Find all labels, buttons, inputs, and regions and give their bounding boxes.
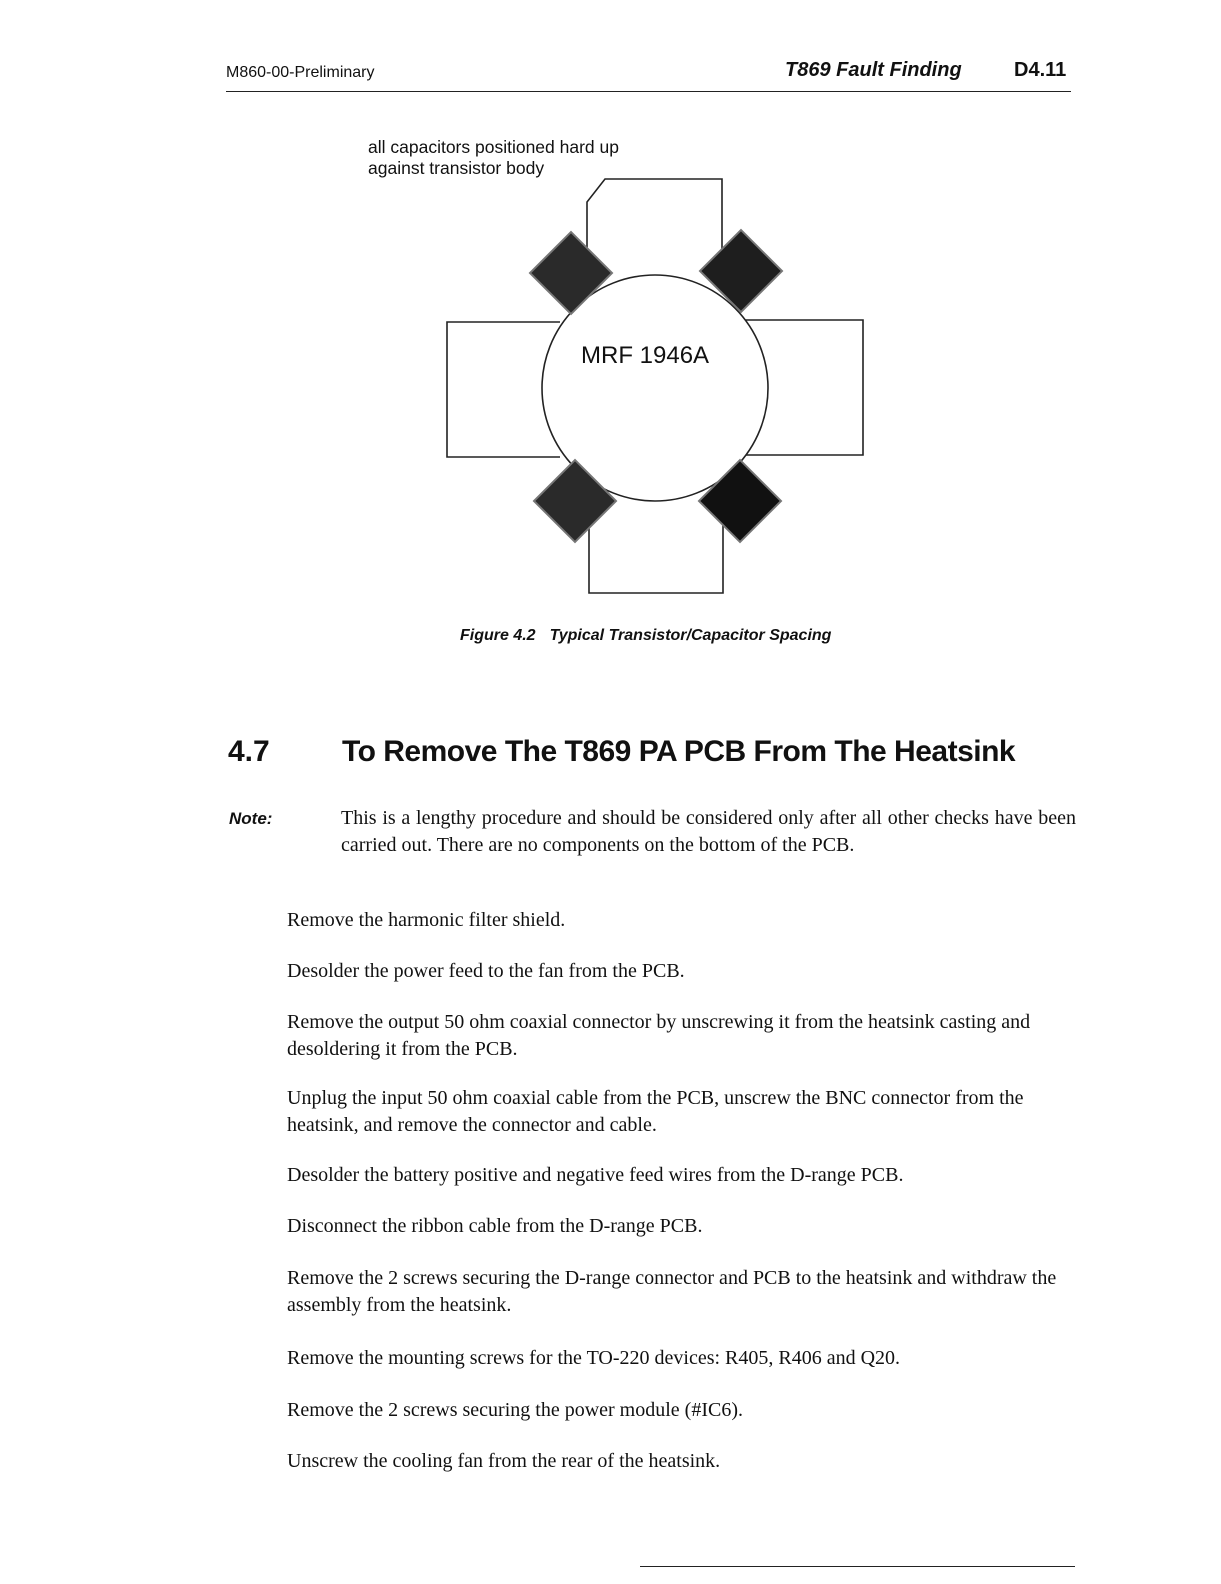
procedure-step-1: Remove the harmonic filter shield. <box>287 909 566 931</box>
page-number: D4.11 <box>1014 59 1067 81</box>
document-id: M860-00-Preliminary <box>226 64 375 81</box>
transistor-part-label: MRF 1946A <box>581 342 710 369</box>
note-text: This is a lengthy procedure and should be considered only after all other checks have been carried out. There are no components on the bottom of the PCB. <box>341 807 1076 856</box>
figure-caption <box>460 627 831 645</box>
procedure-step-9: Remove the 2 screws securing the power module (#IC6). <box>287 1399 743 1421</box>
section-number: 4.7 <box>228 735 270 768</box>
figure-number: Figure 4.2 <box>460 627 536 644</box>
annotation-line-2: against transistor body <box>368 158 545 178</box>
running-section-title: T869 Fault Finding <box>785 59 962 81</box>
procedure-step-8: Remove the mounting screws for the TO-220 devices: R405, R406 and Q20. <box>287 1347 901 1369</box>
footer-rule <box>640 1566 1075 1567</box>
figure-annotation <box>368 137 619 179</box>
procedure-step-5: Desolder the battery positive and negative feed wires from the D-range PCB. <box>287 1164 904 1186</box>
annotation-line-1: all capacitors positioned hard up <box>368 137 619 157</box>
procedure-step-3: Remove the output 50 ohm coaxial connector by unscrewing it from the heatsink casting and desoldering it from the PCB. <box>287 1011 1031 1060</box>
note-label: Note: <box>229 809 273 828</box>
bottom-lead <box>589 495 723 593</box>
transistor-capacitor-diagram <box>360 135 900 610</box>
figure-caption-text: Typical Transistor/Capacitor Spacing <box>549 627 832 644</box>
section-heading: To Remove The T869 PA PCB From The Heatsink <box>342 735 1016 768</box>
procedure-step-2: Desolder the power feed to the fan from the PCB. <box>287 960 685 982</box>
procedure-step-6: Disconnect the ribbon cable from the D-range PCB. <box>287 1215 703 1237</box>
procedure-step-10: Unscrew the cooling fan from the rear of the heatsink. <box>287 1450 721 1472</box>
header-rule <box>226 91 1071 92</box>
procedure-step-7: Remove the 2 screws securing the D-range connector and PCB to the heatsink and withdraw the assembly from the heatsink. <box>287 1267 1057 1316</box>
procedure-step-4: Unplug the input 50 ohm coaxial cable from the PCB, unscrew the BNC connector from the heatsink, and remove the connector and cable. <box>287 1087 1024 1136</box>
